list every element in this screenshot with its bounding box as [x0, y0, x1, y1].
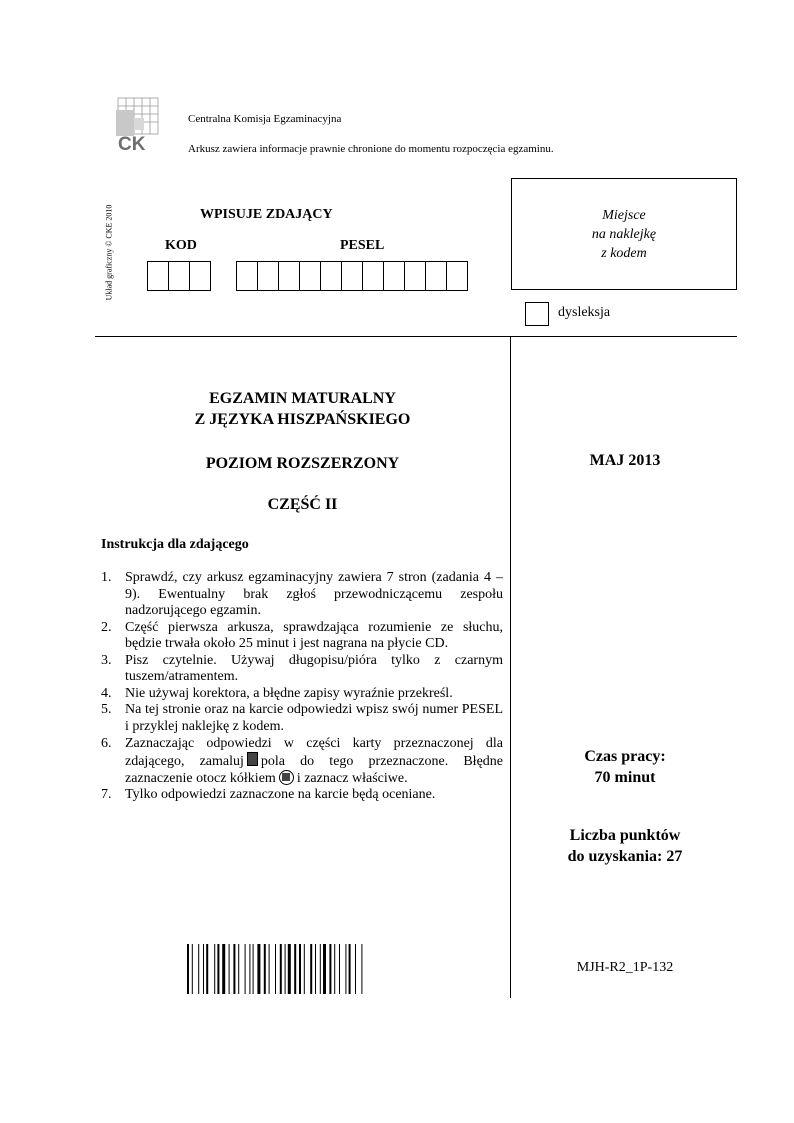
work-time-label: Czas pracy: — [584, 748, 666, 765]
instruction-item: 2. Część pierwsza arkusza, sprawdzająca rozumienie ze słuchu, będzie trwała około 25 minut i jest nagrana na płycie CD. — [101, 619, 503, 651]
vertical-divider — [510, 336, 511, 998]
sticker-area — [511, 178, 737, 290]
candidate-heading: WPISUJE ZDAJĄCY — [200, 207, 333, 222]
instruction-item: 5. Na tej stronie oraz na karcie odpowiedzi wpisz swój numer PESEL i przyklej naklejkę z kodem. — [101, 702, 503, 734]
sticker-line: z kodem — [601, 245, 647, 261]
filled-square-icon — [247, 752, 258, 766]
kod-label: KOD — [165, 238, 197, 253]
pesel-input[interactable] — [236, 261, 468, 291]
exam-subject: Z JĘZYKA HISZPAŃSKIEGO — [194, 411, 411, 428]
instruction-item: 4. Nie używaj korektora, a błędne zapisy wyraźnie przekreśl. — [101, 685, 453, 701]
instruction-item: 6. Zaznaczając odpowiedzi w części karty przeznaczonej dla zdającego, zamaluj pola do tego przeznaczone. Błędne zaznaczenie otocz kółkiem i zaznacz właściwe. — [101, 736, 503, 786]
exam-code: MJH-R2_1P-132 — [576, 960, 674, 975]
pesel-cell[interactable] — [257, 261, 279, 291]
kod-cell[interactable] — [147, 261, 169, 291]
pesel-label: PESEL — [340, 238, 385, 253]
copyright-label: Układ graficzny © CKE 2010 — [104, 204, 114, 301]
pesel-cell[interactable] — [278, 261, 300, 291]
protection-notice: Arkusz zawiera informacje prawnie chronione do momentu rozpoczęcia egzaminu. — [188, 143, 554, 155]
circled-square-icon — [279, 770, 294, 785]
work-time-value: 70 minut — [594, 769, 656, 786]
barcode — [187, 944, 417, 994]
kod-input[interactable] — [147, 261, 211, 291]
kod-cell[interactable] — [168, 261, 190, 291]
instruction-item: 3. Pisz czytelnie. Używaj długopisu/pióra tylko z czarnym tuszem/atramentem. — [101, 652, 503, 684]
pesel-cell[interactable] — [425, 261, 447, 291]
cke-logo — [112, 96, 164, 158]
pesel-cell[interactable] — [383, 261, 405, 291]
logo-text: CK — [118, 134, 146, 155]
dyslexia-checkbox[interactable] — [525, 302, 549, 326]
exam-level: POZIOM ROZSZERZONY — [205, 455, 400, 472]
sticker-line: na naklejkę — [591, 226, 657, 242]
sticker-line: Miejsce — [602, 207, 646, 223]
instructions-heading: Instrukcja dla zdającego — [101, 537, 249, 552]
instructions-list — [101, 570, 503, 804]
pesel-cell[interactable] — [341, 261, 363, 291]
pesel-cell[interactable] — [236, 261, 258, 291]
exam-date: MAJ 2013 — [589, 452, 661, 469]
instruction-item: 7. Tylko odpowiedzi zaznaczone na karcie będą oceniane. — [101, 787, 436, 802]
pesel-cell[interactable] — [320, 261, 342, 291]
pesel-cell[interactable] — [362, 261, 384, 291]
horizontal-divider — [95, 336, 737, 337]
instruction-item: 1. Sprawdź, czy arkusz egzaminacyjny zawiera 7 stron (zadania 4 – 9). Ewentualny brak zgłoś przewodniczącemu zespołu nadzorującego egzamin. — [101, 570, 503, 618]
points-value: do uzyskania: 27 — [567, 848, 683, 865]
institution-name: Centralna Komisja Egzaminacyjna — [188, 113, 342, 125]
exam-part: CZĘŚĆ II — [267, 496, 338, 513]
dyslexia-label: dysleksja — [558, 305, 611, 320]
pesel-cell[interactable] — [404, 261, 426, 291]
exam-title: EGZAMIN MATURALNY — [209, 390, 396, 407]
pesel-cell[interactable] — [446, 261, 468, 291]
pesel-cell[interactable] — [299, 261, 321, 291]
kod-cell[interactable] — [189, 261, 211, 291]
points-label: Liczba punktów — [569, 827, 681, 844]
